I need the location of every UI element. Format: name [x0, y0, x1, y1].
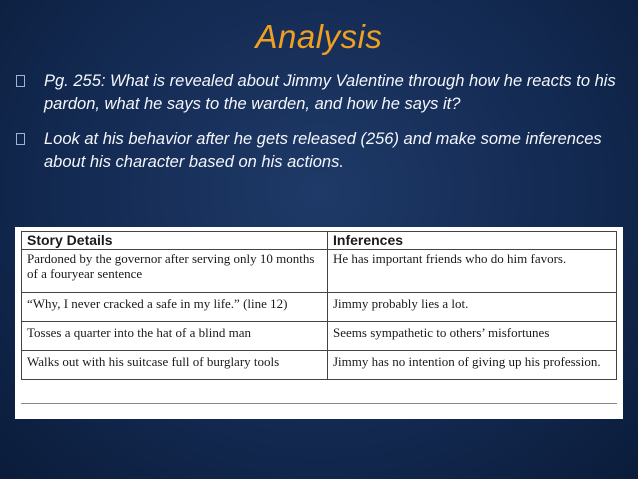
inference-cell: He has important friends who do him favors. [328, 250, 617, 293]
bullet-square-icon [16, 75, 25, 87]
table-row [22, 322, 617, 351]
table-row [22, 351, 617, 380]
story-detail-cell: Tosses a quarter into the hat of a blind man [22, 322, 328, 351]
bullet-text: Look at his behavior after he gets released (256) and make some inferences about his character based on his actions. [44, 130, 602, 171]
column-header-inferences: Inferences [328, 232, 617, 250]
bullet-text: Pg. 255: What is revealed about Jimmy Valentine through how he reacts to his pardon, what he says to the warden, and how he says it? [44, 72, 616, 113]
story-detail-cell: Pardoned by the governor after serving only 10 months of a fouryear sentence [22, 250, 328, 293]
inference-cell: Seems sympathetic to others’ misfortunes [328, 322, 617, 351]
table-row [22, 293, 617, 322]
inference-cell: Jimmy has no intention of giving up his profession. [328, 351, 617, 380]
bullet-list [14, 70, 624, 186]
story-detail-cell: Walks out with his suitcase full of burglary tools [22, 351, 328, 380]
table-header-row [22, 232, 617, 250]
table-row [22, 250, 617, 293]
table-footer-divider [21, 403, 617, 416]
inference-cell: Jimmy probably lies a lot. [328, 293, 617, 322]
story-detail-cell: “Why, I never cracked a safe in my life.” (line 12) [22, 293, 328, 322]
column-header-story-details: Story Details [22, 232, 328, 250]
analysis-table [21, 231, 617, 380]
bullet-square-icon [16, 133, 25, 145]
bullet-item [14, 128, 624, 174]
slide-title: Analysis [255, 18, 383, 55]
bullet-item [14, 70, 624, 116]
analysis-table-panel [15, 227, 623, 419]
